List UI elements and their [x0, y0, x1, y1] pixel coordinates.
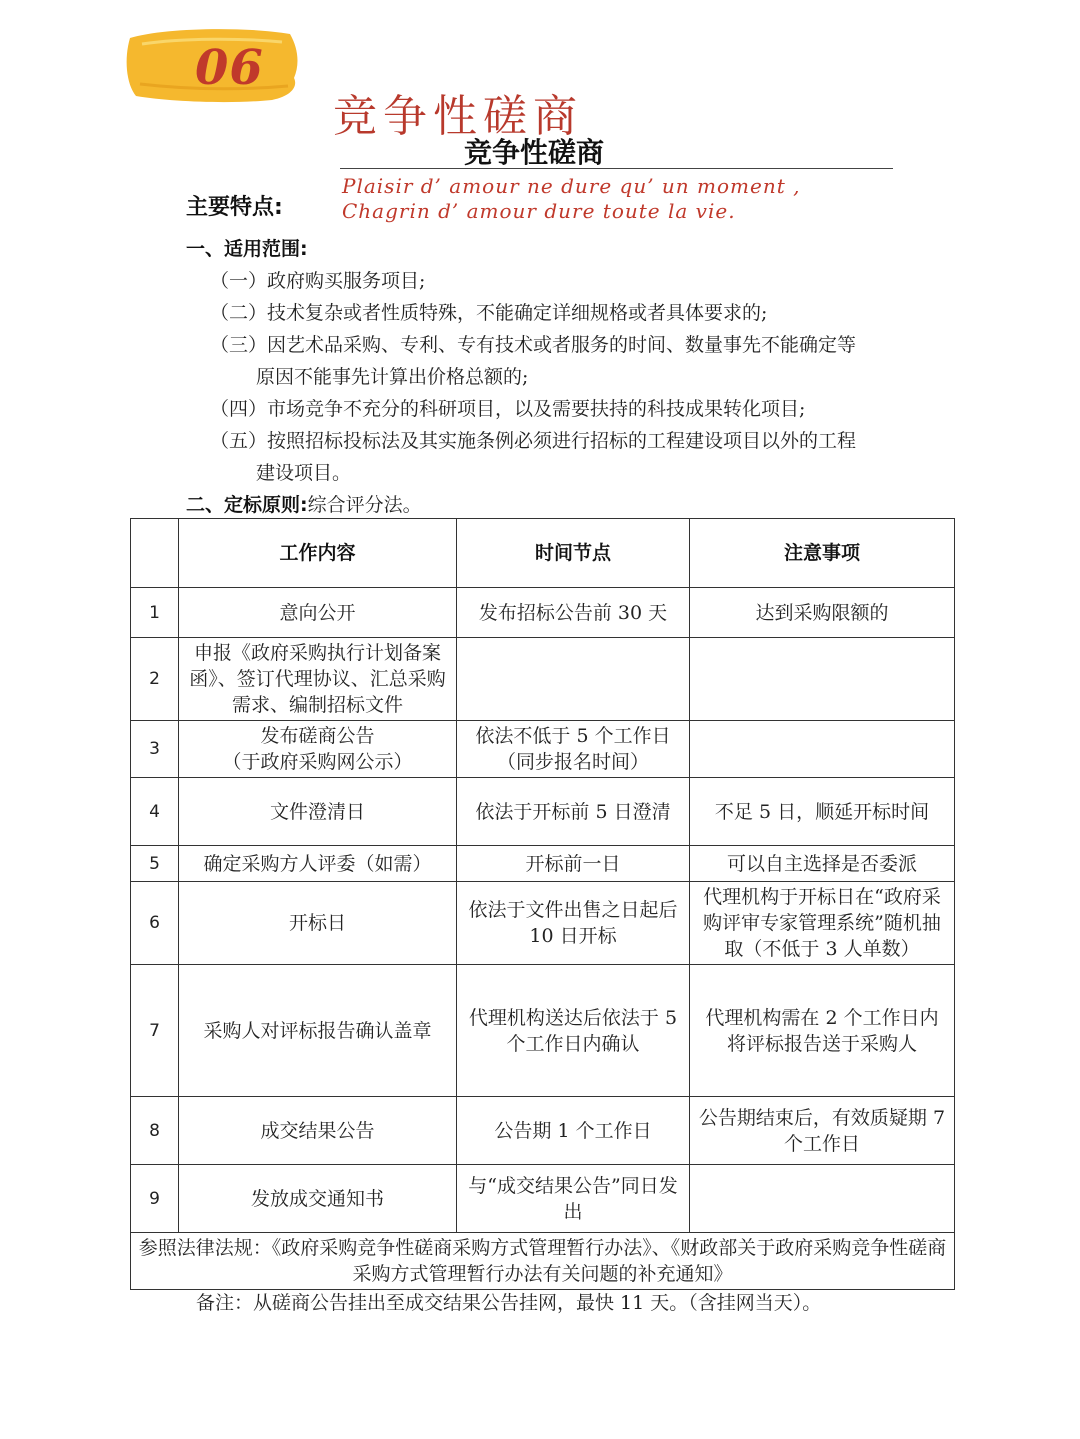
table-row	[131, 638, 955, 721]
row-time: 与“成交结果公告”同日发出	[457, 1165, 690, 1233]
row-note: 公告期结束后，有效质疑期 7 个工作日	[690, 1097, 955, 1165]
schedule-table	[130, 518, 955, 1290]
scope-item-3-cont: 原因不能事先计算出价格总额的;	[256, 366, 529, 388]
scope-item-1: （一）政府购买服务项目;	[210, 270, 426, 292]
table-row	[131, 882, 955, 965]
row-note: 代理机构于开标日在“政府采购评审专家管理系统”随机抽取（不低于 3 人单数）	[690, 882, 955, 965]
table-row	[131, 1165, 955, 1233]
principle-line	[186, 490, 422, 517]
row-content: 发布磋商公告 （于政府采购网公示）	[179, 721, 457, 778]
row-time: 代理机构送达后依法于 5 个工作日内确认	[457, 965, 690, 1097]
table-header-row	[131, 519, 955, 588]
row-content: 意向公开	[179, 588, 457, 638]
footnote: 备注：从磋商公告挂出至成交结果公告挂网，最快 11 天。（含挂网当天）。	[196, 1292, 822, 1314]
quote-line-2: Chagrin d’ amour dure toute la vie.	[342, 199, 736, 223]
page-title: 竞争性磋商	[464, 136, 605, 169]
header-no	[131, 519, 179, 588]
scope-item-5-cont: 建设项目。	[256, 462, 352, 484]
row-no: 1	[131, 588, 179, 638]
table-row	[131, 778, 955, 846]
row-note: 代理机构需在 2 个工作日内将评标报告送于采购人	[690, 965, 955, 1097]
features-label: 主要特点:	[186, 195, 283, 220]
row-content: 确定采购方人评委（如需）	[179, 846, 457, 882]
row-note	[690, 638, 955, 721]
row-no: 4	[131, 778, 179, 846]
row-note: 达到采购限额的	[690, 588, 955, 638]
decorative-title: 竞争性磋商	[333, 91, 583, 142]
scope-item-5: （五）按照招标投标法及其实施条例必须进行招标的工程建设项目以外的工程	[210, 430, 857, 452]
header-note: 注意事项	[690, 519, 955, 588]
reference-text: 参照法律法规：《政府采购竞争性磋商采购方式管理暂行办法》、《财政部关于政府采购竞争性磋商采购方式管理暂行办法有关问题的补充通知》	[131, 1233, 955, 1290]
row-no: 8	[131, 1097, 179, 1165]
row-no: 3	[131, 721, 179, 778]
table-row	[131, 846, 955, 882]
scope-item-2: （二）技术复杂或者性质特殊，不能确定详细规格或者具体要求的;	[210, 302, 768, 324]
section-number: 06	[195, 40, 264, 96]
table-row	[131, 588, 955, 638]
title-underline	[340, 168, 893, 169]
scope-item-3: （三）因艺术品采购、专利、专有技术或者服务的时间、数量事先不能确定等	[210, 334, 857, 356]
principle-value: 综合评分法。	[307, 494, 422, 516]
row-time: 开标前一日	[457, 846, 690, 882]
principle-label: 二、定标原则:	[186, 494, 308, 516]
row-time	[457, 638, 690, 721]
row-time: 公告期 1 个工作日	[457, 1097, 690, 1165]
row-content: 采购人对评标报告确认盖章	[179, 965, 457, 1097]
row-note: 不足 5 日，顺延开标时间	[690, 778, 955, 846]
quote-line-1: Plaisir d’ amour ne dure qu’ un moment ,	[342, 174, 801, 198]
row-content: 申报《政府采购执行计划备案函》、签订代理协议、汇总采购需求、编制招标文件	[179, 638, 457, 721]
table-row	[131, 965, 955, 1097]
row-content: 发放成交通知书	[179, 1165, 457, 1233]
row-content: 成交结果公告	[179, 1097, 457, 1165]
row-time: 依法不低于 5 个工作日 （同步报名时间）	[457, 721, 690, 778]
header-time: 时间节点	[457, 519, 690, 588]
row-no: 5	[131, 846, 179, 882]
row-time: 依法于文件出售之日起后 10 日开标	[457, 882, 690, 965]
row-no: 2	[131, 638, 179, 721]
row-note	[690, 721, 955, 778]
header-content: 工作内容	[179, 519, 457, 588]
table-row	[131, 1097, 955, 1165]
scope-item-4: （四）市场竞争不充分的科研项目，以及需要扶持的科技成果转化项目;	[210, 398, 806, 420]
row-note	[690, 1165, 955, 1233]
row-time: 依法于开标前 5 日澄清	[457, 778, 690, 846]
table-row	[131, 721, 955, 778]
row-content: 文件澄清日	[179, 778, 457, 846]
row-note: 可以自主选择是否委派	[690, 846, 955, 882]
row-no: 7	[131, 965, 179, 1097]
row-content: 开标日	[179, 882, 457, 965]
scope-heading: 一、适用范围:	[186, 238, 308, 260]
reference-row	[131, 1233, 955, 1290]
row-no: 6	[131, 882, 179, 965]
row-time: 发布招标公告前 30 天	[457, 588, 690, 638]
row-no: 9	[131, 1165, 179, 1233]
